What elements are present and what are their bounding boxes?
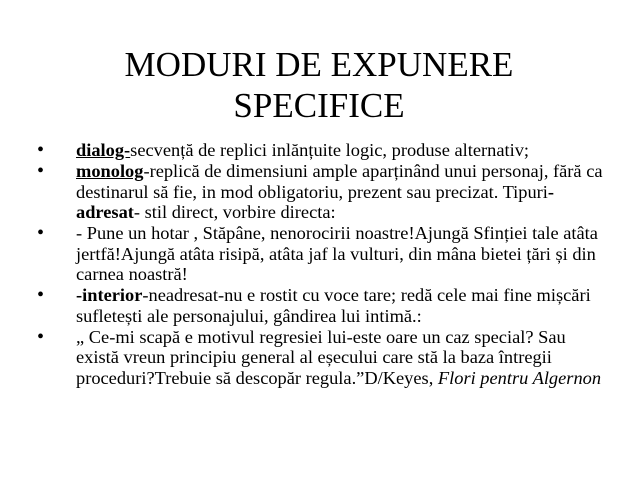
bullet-icon: • bbox=[37, 222, 45, 244]
bullet-icon: • bbox=[37, 139, 45, 161]
title-line-2: SPECIFICE bbox=[233, 86, 405, 125]
bullet-interior bbox=[0, 285, 638, 326]
bullet-quote-example bbox=[0, 223, 638, 285]
monolog-definition: -replică de dimensiuni ample aparținând unui personaj, fără ca destinarul să fie, in mod obligatoriu, prezent sau precizat. Tipuri bbox=[76, 161, 603, 202]
bullet-list bbox=[0, 140, 638, 388]
title-line-1: MODURI DE EXPUNERE bbox=[124, 45, 514, 84]
adresat-definition: - stil direct, vorbire directa: bbox=[133, 202, 336, 222]
bullet-icon: • bbox=[37, 160, 45, 182]
bullet-keyes-quote bbox=[0, 327, 638, 389]
bullet-icon: • bbox=[37, 325, 45, 348]
quote-example-text: - Pune un hotar , Stăpâne, nenorocirii noastre!Ajungă Sfinției tale atâta jertfă!Ajungă atâta risipă, atâta jaf la vulturi, din mâna bietei țări și din carnea noastră! bbox=[76, 223, 598, 284]
term-monolog: monolog bbox=[76, 161, 144, 181]
bullet-dialog bbox=[0, 140, 638, 161]
interior-definition: -neadresat-nu e rostit cu voce tare; redă cele mai fine mișcări sufletești ale personajului, gândirea lui intimă.: bbox=[76, 285, 591, 326]
dialog-definition: secvență de replici inlănțuite logic, produse alternativ; bbox=[130, 140, 530, 160]
term-adresat: - adresat bbox=[76, 181, 555, 222]
slide-title bbox=[60, 44, 578, 126]
term-dialog: dialog- bbox=[76, 140, 131, 160]
bullet-icon: • bbox=[37, 284, 45, 306]
keyes-quote-text: „ Ce-mi scapă e motivul regresiei lui-este oare un caz special? Sau există vreun principiu general al eșecului care stă la baza întregii proceduri?Trebuie să descopăr regula.”D/Keyes, bbox=[76, 326, 566, 388]
term-interior: -interior bbox=[76, 285, 143, 305]
bullet-monolog bbox=[0, 161, 638, 223]
book-title: Flori pentru Algernon bbox=[437, 367, 602, 388]
